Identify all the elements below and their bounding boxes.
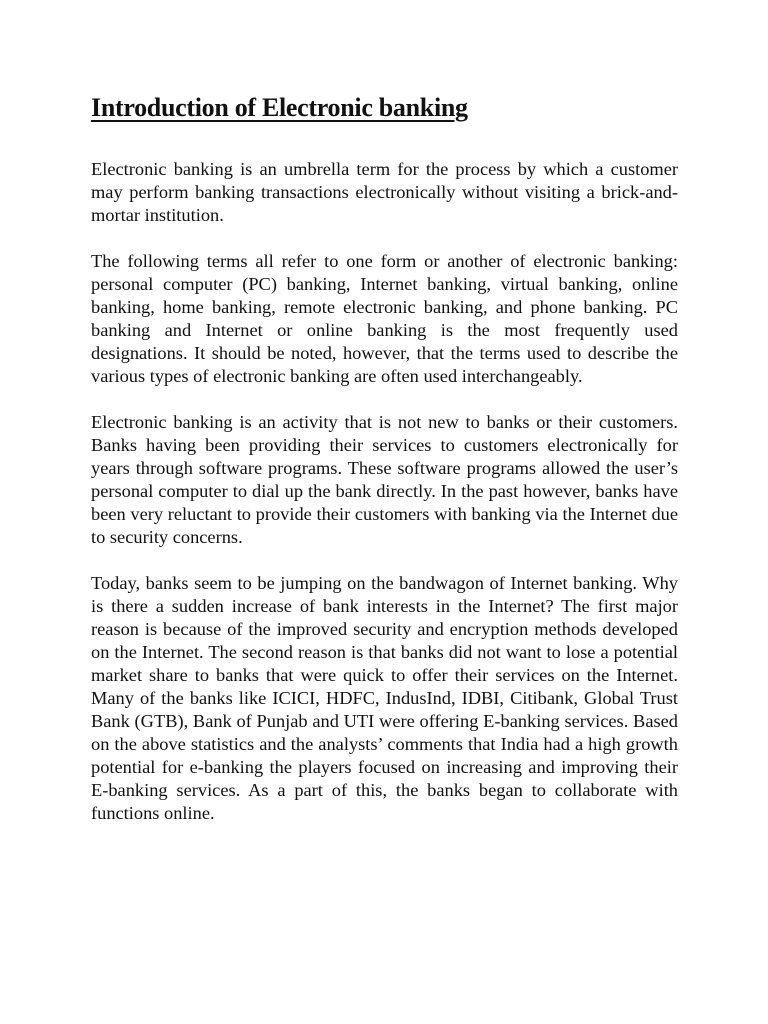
paragraph-intro: Electronic banking is an umbrella term for the process by which a customer may perform banking transactions electronically without visiting a brick-and-mortar institution.: [91, 159, 678, 225]
document-page: [91, 92, 678, 848]
paragraph-terms: The following terms all refer to one form or another of electronic banking: personal computer (PC) banking, Internet banking, virtual banking, online banking, home banking, remote electronic banking, and phone banking. PC banking and Internet or online banking is the most frequently used designations. It should be noted, however, that the terms used to describe the various types of electronic banking are often used interchangeably.: [91, 251, 678, 386]
document-title: Introduction of Electronic banking: [91, 93, 468, 122]
paragraph-today: Today, banks seem to be jumping on the bandwagon of Internet banking. Why is there a sudden increase of bank interests in the Internet? The first major reason is because of the improved security and encryption methods developed on the Internet. The second reason is that banks did not want to lose a potential market share to banks that were quick to offer their services on the Internet. Many of the banks like ICICI, HDFC, IndusInd, IDBI, Citibank, Global Trust Bank (GTB), Bank of Punjab and UTI were offering E-banking services. Based on the above statistics and the analysts’ comments that India had a high growth potential for e-banking the players focused on increasing and improving their E-banking services. As a part of this, the banks began to collaborate with functions online.: [91, 573, 678, 823]
paragraph-history: Electronic banking is an activity that is not new to banks or their customers. Banks having been providing their services to customers electronically for years through software programs. These software programs allowed the user’s personal computer to dial up the bank directly. In the past however, banks have been very reluctant to provide their customers with banking via the Internet due to security concerns.: [91, 412, 678, 547]
